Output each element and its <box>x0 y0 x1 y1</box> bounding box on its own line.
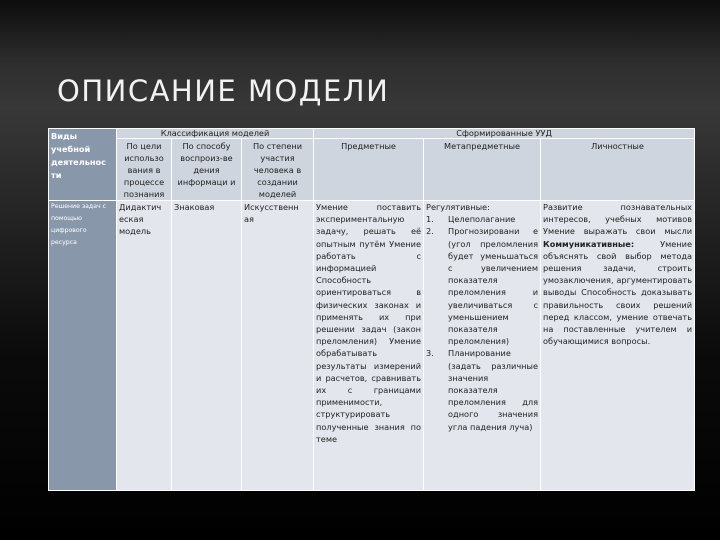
list-text: Целеполагание <box>448 214 516 225</box>
meta-list-item <box>426 225 538 347</box>
list-number: 2. <box>426 226 434 237</box>
slide-title: ОПИСАНИЕ МОДЕЛИ <box>57 74 390 108</box>
personal-header: Личностные <box>541 139 695 201</box>
by-method-header: По способу воспроиз-ве дения информаци и <box>172 139 242 201</box>
list-text: Прогнозировани е (угол преломления будет уменьшаться с увеличением показателя преломления и увеличиваться с уменьшением показателя преломления) <box>448 226 539 347</box>
by-participation-cell: Искусственн ая <box>242 201 314 491</box>
uud-group-header: Сформированные УУД <box>314 129 695 139</box>
activity-cell: Решение задач с помощью цифрового ресурса <box>49 201 117 491</box>
list-number: 1. <box>426 214 434 225</box>
personal-text-2: Умение объяснять свой выбор метода решения задачи, строить умозаключения, аргументировать выводы Способность доказывать правильность своих решений перед классом, умение отвечать на поставленные учителем и обучающимися вопросы. <box>543 238 693 347</box>
metasubject-header: Метапредметные <box>424 139 541 201</box>
model-description-table <box>48 128 695 491</box>
personal-results-cell <box>541 201 695 491</box>
subject-results-cell: Умение поставить экспериментальную задачу, решать её опытным путём Умение работать с информацией Способность ориентироваться в физических законах и применять их при решении задач (закон преломления) Умение обрабатывать результаты измерений и расчетов, сравнивать их с границами применимости, структурировать полученные знания по теме <box>314 201 424 491</box>
by-method-cell: Знаковая <box>172 201 242 491</box>
by-goal-header: По цели использо вания в процессе познания <box>117 139 172 201</box>
classification-group-header: Классификация моделей <box>117 129 314 139</box>
by-goal-cell: Дидактич еская модель <box>117 201 172 491</box>
regulatory-heading: Регулятивные: <box>426 202 490 212</box>
personal-text-1: Развитие познавательных интересов, учебных мотивов Умение выражать свои мысли <box>543 202 693 237</box>
meta-list-item <box>426 213 538 225</box>
activity-type-header: Виды учебной деятельнос ти <box>49 129 117 201</box>
by-participation-header: По степени участия человека в создании моделей <box>242 139 314 201</box>
communicative-heading: Коммуникативные: <box>543 238 635 249</box>
metasubject-results-cell <box>424 201 541 491</box>
list-text: Планирование (задать различные значения показателя преломления для одного значения угла падения луча) <box>448 348 539 432</box>
subject-header: Предметные <box>314 139 424 201</box>
list-number: 3. <box>426 348 434 359</box>
meta-list-item <box>426 347 538 432</box>
